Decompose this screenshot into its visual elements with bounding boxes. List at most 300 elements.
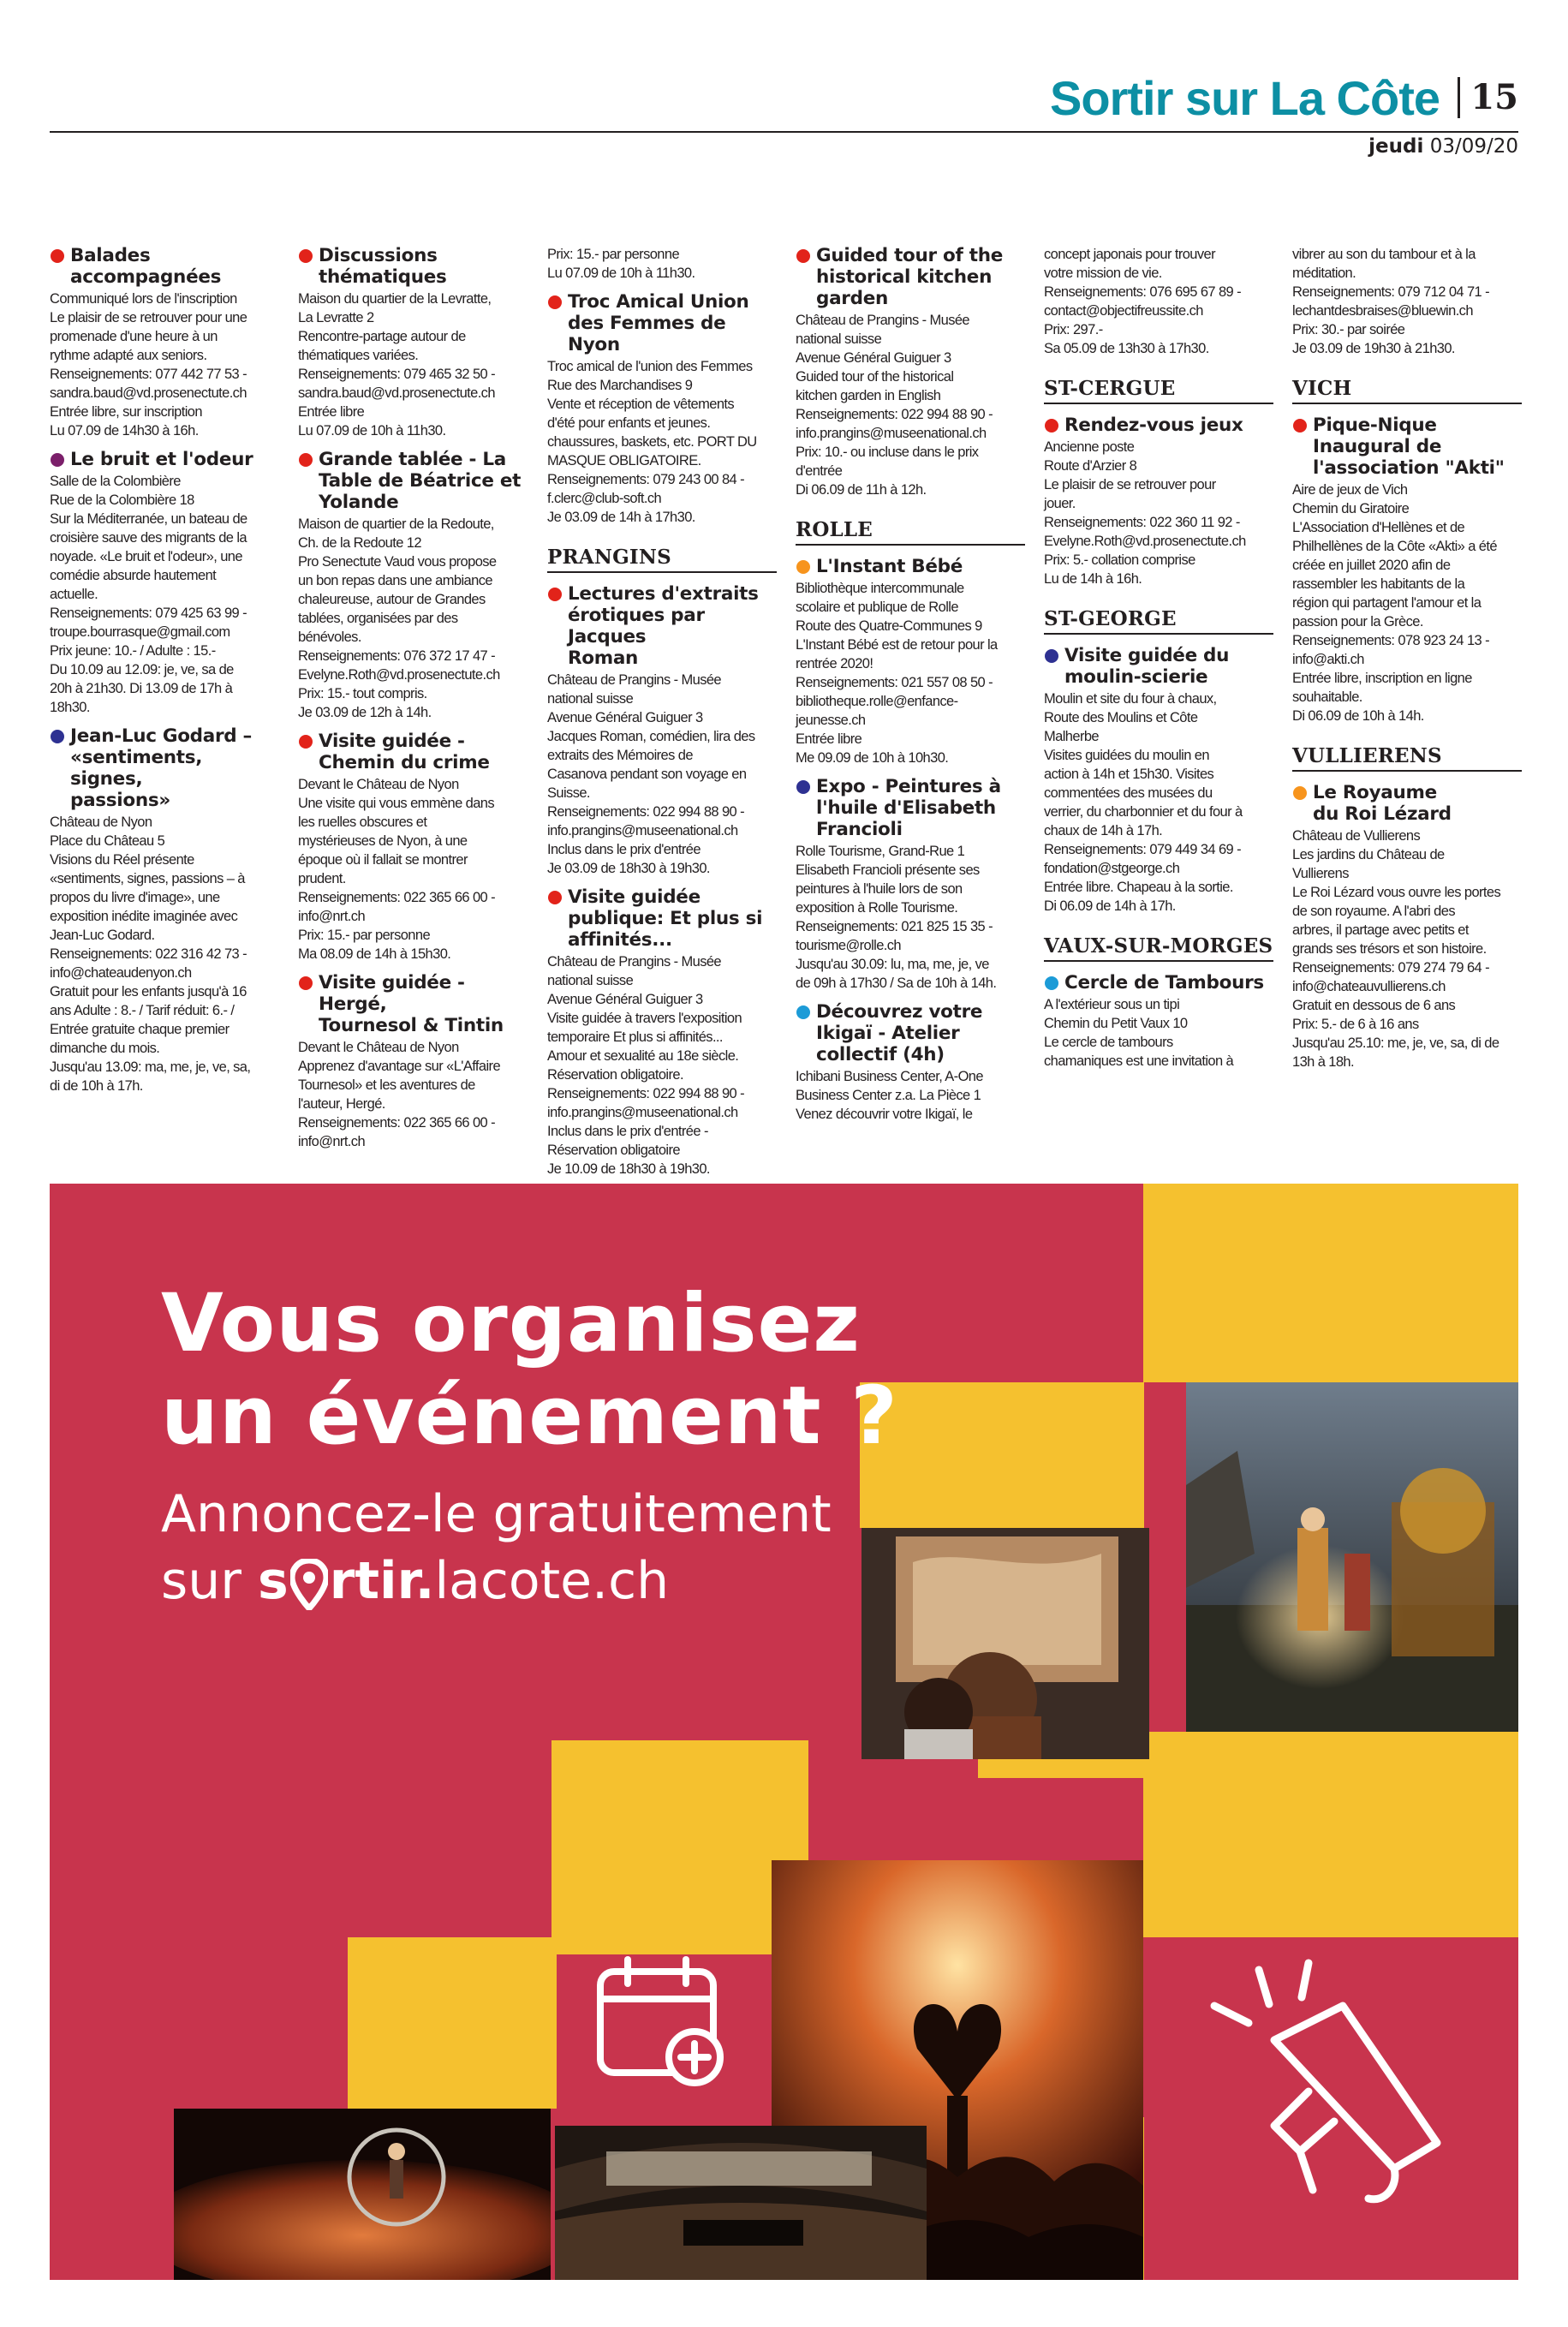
event-listing[interactable] <box>796 245 1025 499</box>
event-detail-line: ans Adulte : 8.- / Tarif réduit: 6.- / <box>50 1003 235 1018</box>
event-detail-line: Rencontre-partage autour de <box>298 329 466 344</box>
event-title <box>547 886 777 951</box>
event-title <box>298 731 528 773</box>
event-detail-line: «sentiments, signes, passions – à <box>50 871 245 886</box>
event-listing[interactable] <box>796 776 1025 993</box>
event-detail-line: temporaire Et plus si affinités... <box>547 1029 723 1045</box>
event-detail-line: Visites guidées du moulin en <box>1044 748 1209 763</box>
event-detail-line: Je 03.09 de 14h à 17h30. <box>547 510 695 525</box>
event-detail-line: souhaitable. <box>1292 689 1362 705</box>
event-detail-line: Elisabeth Francioli présente ses <box>796 862 980 878</box>
event-detail-line: rentrée 2020! <box>796 656 873 671</box>
event-detail-line: actuelle. <box>50 587 98 602</box>
event-detail-line: Jusqu'au 25.10: me, je, ve, sa, di de <box>1292 1035 1499 1051</box>
event-title-line: Visite guidée - <box>319 731 465 752</box>
event-detail-line: exposition à Rolle Tourisme. <box>796 900 958 916</box>
event-detail-line: Renseignements: 022 316 42 73 - <box>50 946 247 962</box>
event-title-line: Visite guidée <box>568 886 701 908</box>
agenda-column-5 <box>1044 245 1273 1079</box>
event-detail-line: grands ses trésors et son histoire. <box>1292 941 1487 957</box>
event-detail-line: Réservation obligatoire <box>547 1143 680 1158</box>
event-detail-line: Jusqu'au 30.09: lu, ma, me, je, ve <box>796 957 989 972</box>
event-listing[interactable] <box>1044 415 1273 588</box>
event-detail-line: kitchen garden in English <box>796 388 941 403</box>
event-detail-line: Route des Quatre-Communes 9 <box>796 618 982 634</box>
event-detail-line: Entrée libre, sur inscription <box>50 404 202 420</box>
event-detail-line: Château de Prangins - Musée <box>547 672 722 688</box>
event-title-line: Expo - Peintures à <box>816 776 1001 797</box>
event-detail-line: Lu 07.09 de 14h30 à 16h. <box>50 423 199 439</box>
section-title: Sortir sur La Côte <box>1050 71 1440 125</box>
event-detail-line: Guided tour of the historical <box>796 369 954 385</box>
event-detail-line: Suisse. <box>547 785 590 801</box>
event-detail-line: Château de Vullierens <box>1292 828 1421 844</box>
event-detail-line: Sur la Méditerranée, un bateau de <box>50 511 247 527</box>
event-detail-line: info.prangins@museenational.ch <box>796 426 987 441</box>
event-detail-line: Aire de jeux de Vich <box>1292 482 1408 498</box>
city-header: ST-GEORGE <box>1044 607 1273 635</box>
event-detail-line: info.prangins@museenational.ch <box>547 1105 738 1120</box>
event-detail-line: Ichibani Business Center, A-One <box>796 1069 983 1084</box>
category-dot-icon <box>299 976 313 990</box>
event-detail-line: Lu de 14h à 16h. <box>1044 571 1142 587</box>
event-title <box>50 449 279 470</box>
photo-children-museum <box>862 1528 1149 1759</box>
event-detail-line: les ruelles obscures et <box>298 814 427 830</box>
event-listing[interactable] <box>796 1001 1025 1124</box>
event-detail-line: verrier, du charbonnier et du four à <box>1044 804 1243 820</box>
event-detail-line: Ma 08.09 de 14h à 15h30. <box>298 946 451 962</box>
city-header: VULLIERENS <box>1292 744 1522 772</box>
event-detail-line: jouer. <box>1044 496 1076 511</box>
event-detail-line: info@akti.ch <box>1292 652 1364 667</box>
event-detail-line: Renseignements: 022 365 66 00 - <box>298 1115 495 1131</box>
event-detail-line: région qui partagent l'amour et la <box>1292 595 1482 611</box>
event-title <box>1044 972 1273 993</box>
event-detail-line: Venez découvrir votre Ikigaï, le <box>796 1107 973 1122</box>
category-dot-icon <box>548 588 562 601</box>
event-detail-line: mystérieuses de Nyon, à une <box>298 833 468 849</box>
promo-url-prefix: sur <box>161 1551 241 1611</box>
event-detail-line: dimanche du mois. <box>50 1041 160 1056</box>
page-day: jeudi <box>1368 135 1424 158</box>
event-detail-line: sandra.baud@vd.prosenectute.ch <box>50 385 247 401</box>
event-title <box>547 291 777 355</box>
agenda-column-1 <box>50 245 279 1104</box>
category-dot-icon <box>299 735 313 749</box>
promo-tile <box>1143 1732 1518 1937</box>
category-dot-icon <box>1045 419 1058 433</box>
event-detail-line: action à 14h et 15h30. Visites <box>1044 767 1214 782</box>
event-title <box>298 449 528 513</box>
event-detail-line: info@chateaudenyon.ch <box>50 965 192 981</box>
category-dot-icon <box>1045 649 1058 663</box>
event-title-line: Yolande <box>319 492 399 513</box>
event-detail-line: Vente et réception de vêtements <box>547 397 735 412</box>
event-detail-line: Le plaisir de se retrouver pour une <box>50 310 247 325</box>
event-detail-line: l'auteur, Hergé. <box>298 1096 385 1112</box>
event-title-line: Ikigaï - Atelier <box>816 1023 960 1044</box>
event-detail-line: Renseignements: 022 365 66 00 - <box>298 890 495 905</box>
event-detail-line: Renseignements: 076 372 17 47 - <box>298 648 495 664</box>
event-detail-line: Inclus dans le prix d'entrée - <box>547 1124 708 1139</box>
event-detail-line: de son royaume. A l'abri des <box>1292 904 1455 919</box>
header-rule <box>50 131 1518 133</box>
event-detail-line: Renseignements: 079 425 63 99 - <box>50 606 247 621</box>
category-dot-icon <box>299 453 313 467</box>
event-detail-line: Bibliothèque intercommunale <box>796 581 964 596</box>
event-detail-line: sandra.baud@vd.prosenectute.ch <box>298 385 495 401</box>
event-detail-line: arbres, il partage avec petits et <box>1292 922 1469 938</box>
event-detail-line: Prix: 15.- par personne <box>298 928 431 943</box>
promo-tile <box>551 1740 808 1954</box>
event-title-line: Francioli <box>816 819 903 840</box>
event-detail-line: exposition inédite imaginée avec <box>50 909 238 924</box>
event-title-line: L'Instant Bébé <box>816 556 963 577</box>
event-listing[interactable] <box>1292 415 1522 725</box>
event-title-line: des Femmes de Nyon <box>568 313 726 355</box>
event-detail-line: concept japonais pour trouver <box>1044 247 1215 262</box>
event-listing[interactable] <box>547 886 777 1178</box>
header-divider <box>1458 77 1460 118</box>
event-detail-line: Entrée libre <box>796 731 862 747</box>
event-detail-line: Une visite qui vous emmène dans <box>298 796 495 811</box>
promo-banner[interactable] <box>50 1184 1518 2280</box>
event-detail-line: Philhellènes de la Côte «Akti» a été <box>1292 539 1497 554</box>
event-title-line: du Roi Lézard <box>1313 803 1452 825</box>
event-detail-line: bibliotheque.rolle@enfance- <box>796 694 958 709</box>
event-detail-line: Sa 05.09 de 13h30 à 17h30. <box>1044 341 1209 356</box>
event-detail-line: L'Instant Bébé est de retour pour la <box>796 637 998 653</box>
event-detail-line: un bon repas dans une ambiance <box>298 573 492 588</box>
category-dot-icon <box>51 730 64 743</box>
event-detail-line: tourisme@rolle.ch <box>796 938 902 953</box>
event-detail-line: prudent. <box>298 871 346 886</box>
event-detail-line: info@nrt.ch <box>298 1134 366 1149</box>
category-dot-icon <box>548 295 562 309</box>
event-detail-line: Jusqu'au 13.09: ma, me, je, ve, sa, <box>50 1059 251 1075</box>
event-title-line: Visite guidée du <box>1064 645 1230 666</box>
event-title <box>547 583 777 669</box>
event-detail-line: Renseignements: 077 442 77 53 - <box>50 367 247 382</box>
event-title-line: Troc Amical Union <box>568 291 749 313</box>
event-listing[interactable] <box>50 245 279 440</box>
event-title-line: Guided tour of the <box>816 245 1003 266</box>
event-detail-line: national suisse <box>547 691 634 707</box>
event-detail-line: contact@objectifreussite.ch <box>1044 303 1203 319</box>
city-header: VAUX-SUR-MORGES <box>1044 934 1273 962</box>
event-listing[interactable] <box>1044 972 1273 1071</box>
event-detail-line: Di 06.09 de 10h à 14h. <box>1292 708 1424 724</box>
event-detail-line: commentées des musées du <box>1044 785 1213 801</box>
event-listing[interactable] <box>547 583 777 878</box>
event-detail-line: MASQUE OBLIGATOIRE. <box>547 453 701 468</box>
promo-headline-line-2: un événement ? <box>161 1369 898 1463</box>
event-detail-line: votre mission de vie. <box>1044 266 1162 281</box>
category-dot-icon <box>796 1005 810 1019</box>
event-detail-line: Maison de quartier de la Redoute, <box>298 516 494 532</box>
event-title <box>50 725 279 811</box>
event-detail-line: Entrée gratuite chaque premier <box>50 1022 230 1037</box>
event-detail-line: troupe.bourrasque@gmail.com <box>50 624 230 640</box>
event-detail-line: Prix jeune: 10.- / Adulte : 15.- <box>50 643 216 659</box>
event-listing[interactable] <box>298 245 528 440</box>
event-detail-line: extraits des Mémoires de <box>547 748 693 763</box>
event-detail-line: rythme adapté aux seniors. <box>50 348 207 363</box>
event-detail-line: chaleureuse, autour de Grandes <box>298 592 486 607</box>
event-detail-line: Evelyne.Roth@vd.prosenectute.ch <box>298 667 500 683</box>
event-title-line: affinités... <box>568 929 672 951</box>
promo-headline <box>161 1278 898 1463</box>
event-detail-line: national suisse <box>547 973 634 988</box>
photo-theatre-stage <box>1186 1382 1518 1732</box>
event-detail-line: Casanova pendant son voyage en <box>547 767 747 782</box>
event-detail-line: chaux de 14h à 17h. <box>1044 823 1163 838</box>
promo-url-domain: lacote.ch <box>434 1551 670 1611</box>
event-continuation <box>547 245 777 283</box>
event-detail-line: Salle de la Colombière <box>50 474 181 489</box>
event-detail-line: Réservation obligatoire. <box>547 1067 683 1083</box>
event-detail-line: Rue des Marchandises 9 <box>547 378 693 393</box>
event-listing[interactable] <box>298 972 528 1151</box>
event-title <box>1292 415 1522 479</box>
event-detail-line: L'Association d'Hellènes et de <box>1292 520 1465 535</box>
category-dot-icon <box>1045 976 1058 990</box>
category-dot-icon <box>1293 419 1307 433</box>
event-title-line: Discussions <box>319 245 438 266</box>
event-continuation <box>1044 245 1273 358</box>
event-title-line: Rendez-vous jeux <box>1064 415 1243 436</box>
event-title <box>298 972 528 1036</box>
event-detail-line: Lu 07.09 de 10h à 11h30. <box>298 423 446 439</box>
event-detail-line: 20h à 21h30. Di 13.09 de 17h à <box>50 681 233 696</box>
event-title-line: l'association "Akti" <box>1313 457 1505 479</box>
event-detail-line: Renseignements: 021 557 08 50 - <box>796 675 993 690</box>
city-header: ST-CERGUE <box>1044 377 1273 404</box>
event-detail-line: f.clerc@club-soft.ch <box>547 491 662 506</box>
category-dot-icon <box>548 891 562 904</box>
event-detail-line: Me 09.09 de 10h à 10h30. <box>796 750 949 766</box>
promo-subtitle: Annoncez-le gratuitement <box>161 1484 832 1544</box>
event-detail-line: Renseignements: 079 712 04 71 - <box>1292 284 1489 300</box>
event-detail-line: tablées, organisées par des <box>298 611 458 626</box>
agenda-column-2 <box>298 245 528 1160</box>
event-detail-line: Lu 07.09 de 10h à 11h30. <box>547 266 695 281</box>
event-detail-line: Renseignements: 022 360 11 92 - <box>1044 515 1240 530</box>
event-detail-line: Ch. de la Redoute 12 <box>298 535 421 551</box>
event-listing[interactable] <box>298 731 528 964</box>
event-title-line: Le Royaume <box>1313 782 1437 803</box>
event-detail-line: passion pour la Grèce. <box>1292 614 1423 629</box>
event-detail-line: Le plaisir de se retrouver pour <box>1044 477 1216 492</box>
event-detail-line: info@nrt.ch <box>298 909 366 924</box>
event-detail-line: Renseignements: 022 994 88 90 - <box>547 1086 744 1101</box>
event-continuation <box>1292 245 1522 358</box>
event-detail-line: 18h30. <box>50 700 90 715</box>
event-listing[interactable] <box>298 449 528 722</box>
city-header: ROLLE <box>796 518 1025 546</box>
promo-url-brand-1: s <box>258 1551 289 1611</box>
event-title <box>796 245 1025 309</box>
agenda-column-6 <box>1292 245 1522 1080</box>
page-date <box>1368 135 1518 158</box>
event-detail-line: Chemin du Giratoire <box>1292 501 1410 516</box>
event-detail-line: Apprenez d'avantage sur «L'Affaire <box>298 1059 501 1074</box>
category-dot-icon <box>51 249 64 263</box>
event-detail-line: Le Roi Lézard vous ouvre les portes <box>1292 885 1501 900</box>
event-listing[interactable] <box>796 556 1025 767</box>
event-detail-line: méditation. <box>1292 266 1356 281</box>
event-detail-line: Place du Château 5 <box>50 833 165 849</box>
event-detail-line: Di 06.09 de 14h à 17h. <box>1044 898 1176 914</box>
event-detail-line: Vullierens <box>1292 866 1349 881</box>
promo-tile <box>1143 1184 1518 1382</box>
event-title-line: publique: Et plus si <box>568 908 763 929</box>
event-detail-line: Communiqué lors de l'inscription <box>50 291 237 307</box>
event-listing[interactable] <box>1292 782 1522 1071</box>
event-detail-line: Entrée libre. Chapeau à la sortie. <box>1044 880 1233 895</box>
event-title-line: thématiques <box>319 266 447 288</box>
event-detail-line: Devant le Château de Nyon <box>298 777 459 792</box>
event-title <box>1044 645 1273 688</box>
event-listing[interactable] <box>547 291 777 527</box>
event-detail-line: créée en juillet 2020 afin de <box>1292 558 1451 573</box>
event-title <box>1292 782 1522 825</box>
page-header <box>50 65 1518 134</box>
promo-tile <box>348 1937 557 2109</box>
event-detail-line: croisière sauve des migrants de la <box>50 530 247 546</box>
photo-circus-hoop <box>174 2109 551 2280</box>
event-title-line: moulin-scierie <box>1064 666 1208 688</box>
event-detail-line: Château de Nyon <box>50 814 152 830</box>
event-title <box>796 1001 1025 1065</box>
event-title-line: l'huile d'Elisabeth <box>816 797 996 819</box>
event-detail-line: vibrer au son du tambour et à la <box>1292 247 1476 262</box>
event-title-line: Le bruit et l'odeur <box>70 449 253 470</box>
event-title <box>796 556 1025 577</box>
event-detail-line: thématiques variées. <box>298 348 419 363</box>
event-detail-line: Evelyne.Roth@vd.prosenectute.ch <box>1044 534 1246 549</box>
event-detail-line: Du 10.09 au 12.09: je, ve, sa de <box>50 662 234 677</box>
event-title <box>796 776 1025 840</box>
event-detail-line: Je 10.09 de 18h30 à 19h30. <box>547 1161 710 1177</box>
event-title-line: Chemin du crime <box>319 752 490 773</box>
event-listing[interactable] <box>50 449 279 717</box>
event-detail-line: Renseignements: 079 465 32 50 - <box>298 367 495 382</box>
category-dot-icon <box>796 560 810 574</box>
event-detail-line: fondation@stgeorge.ch <box>1044 861 1180 876</box>
event-detail-line: scolaire et publique de Rolle <box>796 600 958 615</box>
event-detail-line: d'entrée <box>796 463 843 479</box>
event-detail-line: noyade. «Le bruit et l'odeur», une <box>50 549 242 564</box>
event-detail-line: Prix: 30.- par soirée <box>1292 322 1405 337</box>
event-detail-line: Jacques Roman, comédien, lira des <box>547 729 755 744</box>
event-listing[interactable] <box>50 725 279 1095</box>
event-detail-line: Prix: 15.- par personne <box>547 247 680 262</box>
event-detail-line: La Levratte 2 <box>298 310 374 325</box>
event-detail-line: Ancienne poste <box>1044 439 1135 455</box>
event-listing[interactable] <box>1044 645 1273 916</box>
event-detail-line: Les jardins du Château de <box>1292 847 1445 862</box>
event-title-line: historical kitchen <box>816 266 993 288</box>
event-title-line: Jean-Luc Godard – <box>70 725 252 747</box>
event-detail-line: Renseignements: 078 923 24 13 - <box>1292 633 1489 648</box>
event-detail-line: Business Center z.a. La Pièce 1 <box>796 1088 981 1103</box>
event-detail-line: peintures à l'huile lors de son <box>796 881 963 897</box>
event-title-line: Table de Béatrice et <box>319 470 522 492</box>
promo-url-brand-2: rtir. <box>329 1551 435 1611</box>
category-dot-icon <box>51 453 64 467</box>
event-detail-line: Renseignements: 079 449 34 69 - <box>1044 842 1241 857</box>
event-detail-line: rassembler les habitants de la <box>1292 576 1465 592</box>
event-detail-line: Rolle Tourisme, Grand-Rue 1 <box>796 844 965 859</box>
location-pin-icon <box>290 1559 328 1610</box>
event-detail-line: Maison du quartier de la Levratte, <box>298 291 492 307</box>
event-title-line: passions» <box>70 790 170 811</box>
event-detail-line: A l'extérieur sous un tipi <box>1044 997 1180 1012</box>
event-detail-line: Je 03.09 de 12h à 14h. <box>298 705 432 720</box>
event-detail-line: Malherbe <box>1044 729 1099 744</box>
category-dot-icon <box>796 780 810 794</box>
event-title-line: érotiques par Jacques <box>568 605 705 647</box>
promo-url[interactable] <box>161 1548 669 1614</box>
event-detail-line: Avenue Général Guiguer 3 <box>547 992 703 1007</box>
event-detail-line: Renseignements: 079 243 00 84 - <box>547 472 744 487</box>
event-detail-line: Route des Moulins et Côte <box>1044 710 1198 725</box>
agenda-column-4 <box>796 245 1025 1132</box>
event-detail-line: comédie absurde hautement <box>50 568 217 583</box>
event-detail-line: Amour et sexualité au 18e siècle. <box>547 1048 739 1064</box>
photo-orchestra <box>555 2126 927 2280</box>
event-detail-line: bénévoles. <box>298 629 361 645</box>
megaphone-icon <box>1180 1954 1463 2211</box>
event-detail-line: info@chateauvullierens.ch <box>1292 979 1446 994</box>
calendar-plus-icon <box>593 1954 730 2091</box>
event-detail-line: promenade d'une heure à un <box>50 329 218 344</box>
event-title-line: Lectures d'extraits <box>568 583 759 605</box>
event-detail-line: Le cercle de tambours <box>1044 1035 1173 1050</box>
event-detail-line: époque où il fallait se montrer <box>298 852 468 868</box>
event-title-line: collectif (4h) <box>816 1044 945 1065</box>
event-detail-line: Route d'Arzier 8 <box>1044 458 1137 474</box>
promo-headline-line-1: Vous organisez <box>161 1277 861 1370</box>
event-detail-line: info.prangins@museenational.ch <box>547 823 738 838</box>
event-detail-line: chaussures, baskets, etc. PORT DU <box>547 434 757 450</box>
event-detail-line: Renseignements: 022 994 88 90 - <box>547 804 744 820</box>
event-title-line: «sentiments, signes, <box>70 747 203 790</box>
event-detail-line: lechantdesbraises@bluewin.ch <box>1292 303 1473 319</box>
event-title-line: Découvrez votre <box>816 1001 983 1023</box>
event-detail-line: Tournesol» et les aventures de <box>298 1077 475 1093</box>
event-detail-line: Pro Senectute Vaud vous propose <box>298 554 497 570</box>
event-detail-line: Inclus dans le prix d'entrée <box>547 842 701 857</box>
event-detail-line: Avenue Général Guiguer 3 <box>547 710 703 725</box>
event-detail-line: Je 03.09 de 18h30 à 19h30. <box>547 861 710 876</box>
agenda-column-3 <box>547 245 777 1187</box>
event-title <box>50 245 279 288</box>
city-header: PRANGINS <box>547 546 777 573</box>
event-title-line: Cercle de Tambours <box>1064 972 1264 993</box>
event-detail-line: Prix: 5.- de 6 à 16 ans <box>1292 1017 1419 1032</box>
event-detail-line: Visions du Réel présente <box>50 852 194 868</box>
event-title-line: Roman <box>568 647 639 669</box>
event-detail-line: Visite guidée à travers l'exposition <box>547 1011 742 1026</box>
event-detail-line: Château de Prangins - Musée <box>796 313 970 328</box>
category-dot-icon <box>1293 786 1307 800</box>
agenda-columns <box>50 245 1518 1177</box>
event-detail-line: Prix: 297.- <box>1044 322 1103 337</box>
event-detail-line: Prix: 5.- collation comprise <box>1044 552 1195 568</box>
